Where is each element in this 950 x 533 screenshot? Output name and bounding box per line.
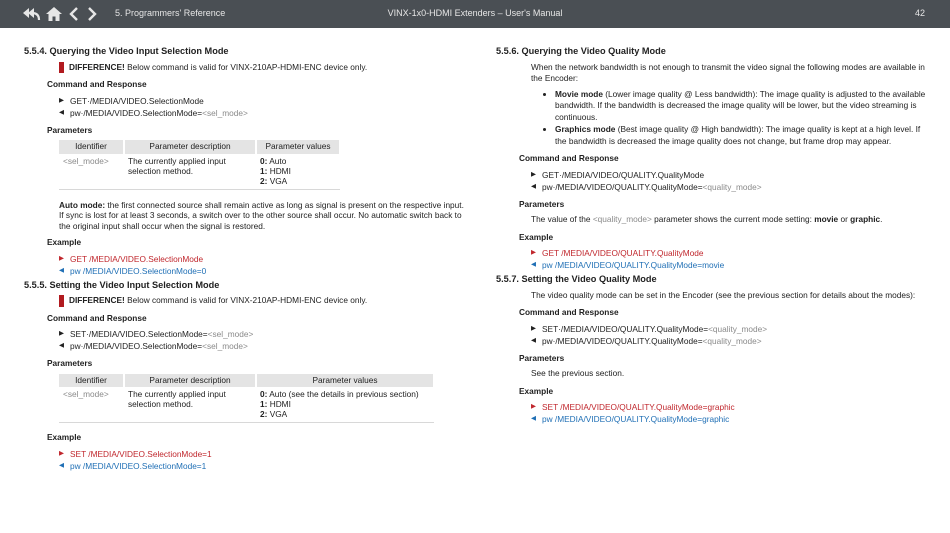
arrow-right-icon: ▶ — [531, 249, 536, 257]
table-row — [59, 387, 434, 423]
mode-list — [531, 89, 928, 148]
arrow-left-icon: ◀ — [531, 336, 536, 344]
identifier-cell: <sel_mode> — [59, 154, 124, 190]
response-line: ◀ pw·/MEDIA/VIDEO.SelectionMode= <sel_mode> — [59, 341, 248, 351]
command-line: ▶ SET·/MEDIA/VIDEO/QUALITY.QualityMode= <quality_mode> — [531, 323, 768, 334]
identifier-cell: <sel_mode> — [59, 387, 124, 423]
example-command: ▶ GET /MEDIA/VIDEO.SelectionMode — [59, 253, 204, 264]
arrow-left-icon: ◀ — [531, 182, 536, 190]
parameters-text: See the previous section. — [531, 368, 625, 379]
description-cell: The currently applied input selection method. — [124, 154, 256, 190]
difference-text: Below command is valid for VINX-210AP-HDMI-ENC device only. — [124, 61, 368, 72]
arrow-right-icon: ▶ — [59, 96, 64, 104]
response-line — [59, 107, 464, 119]
arrow-left-icon: ◀ — [531, 415, 536, 423]
parameters-table — [59, 140, 341, 190]
response-text: pw·/MEDIA/VIDEO.SelectionMode= — [70, 107, 203, 118]
table-header: Parameter description — [124, 140, 256, 154]
command-line — [59, 95, 464, 107]
list-item: • Movie mode (Lower image quality @ Less bandwidth): The image quality is adjusted to the available bandwidth. If the bandwidth is decreased the image quality will be lower, but the video streaming is continuous. — [555, 89, 928, 124]
example-command: ▶ SET /MEDIA/VIDEO.SelectionMode=1 — [59, 448, 212, 459]
arrow-left-icon: ◀ — [59, 461, 64, 469]
parameters-table — [59, 374, 435, 424]
values-cell: 0: Auto (see the details in previous section) 1: HDMI 2: VGA — [256, 387, 434, 423]
arrow-right-icon: ▶ — [59, 330, 64, 337]
difference-note — [59, 62, 464, 74]
example-label: Example — [47, 237, 82, 247]
arrow-left-icon: ◀ — [59, 108, 64, 116]
response-line: ◀ pw·/MEDIA/VIDEO/QUALITY.QualityMode= <quality_mode> — [531, 335, 762, 346]
arrow-left-icon: ◀ — [531, 261, 536, 269]
left-column — [24, 46, 464, 472]
command-response-label: Command and Response — [519, 153, 619, 164]
intro-paragraph: The video quality mode can be set in the Encoder (see the previous section for details about the modes): — [531, 289, 916, 300]
section-heading-5-5-6: 5.5.6. Querying the Video Quality Mode — [496, 46, 666, 56]
section-heading-5-5-5: 5.5.5. Setting the Video Input Selection Mode — [24, 279, 220, 290]
table-header: Parameter values — [256, 140, 340, 154]
right-column — [496, 46, 928, 425]
example-command: ▶ GET /MEDIA/VIDEO/QUALITY.QualityMode — [531, 248, 704, 259]
difference-text: Below command is valid for VINX-210AP-HDMI-ENC device only. — [124, 295, 368, 305]
command-response-label: Command and Response — [47, 79, 147, 89]
document-title: VINX-1x0-HDMI Extenders – User's Manual — [387, 8, 563, 18]
difference-label: DIFFERENCE! — [69, 295, 125, 305]
arrow-right-icon: ▶ — [531, 403, 536, 411]
table-header: Identifier — [59, 140, 124, 154]
command-line: ▶ GET·/MEDIA/VIDEO/QUALITY.QualityMode — [531, 169, 705, 180]
example-response: ◀ pw /MEDIA/VIDEO/QUALITY.QualityMode=movie — [531, 260, 725, 271]
table-row — [59, 154, 340, 190]
difference-note — [59, 295, 464, 307]
example-label: Example — [519, 385, 554, 396]
arrow-right-icon: ▶ — [531, 324, 536, 332]
example-label: Example — [519, 231, 554, 242]
list-item: • Graphics mode (Best image quality @ High bandwidth): The image quality is kept at a high level. If the bandwidth is decreased the image quality does not change, but frame drop may appear. — [555, 124, 928, 148]
intro-paragraph: When the network bandwidth is not enough to transmit the video signal the following modes are available in the Encoder: — [531, 61, 925, 83]
example-response: ◀ pw /MEDIA/VIDEO.SelectionMode=1 — [59, 460, 207, 471]
parameters-label: Parameters — [47, 358, 93, 368]
example-label: Example — [47, 432, 82, 442]
command-response-label: Command and Response — [519, 307, 619, 318]
table-header: Parameter values — [256, 374, 434, 388]
command-text: GET·/MEDIA/VIDEO.SelectionMode — [70, 95, 204, 106]
difference-label: DIFFERENCE! — [69, 61, 125, 72]
section-heading-5-5-7: 5.5.7. Setting the Video Quality Mode — [496, 274, 657, 285]
example-command: ▶ SET /MEDIA/VIDEO/QUALITY.QualityMode=graphic — [531, 402, 735, 413]
auto-mode-note: Auto mode: the first connected source shall remain active as long as signal is present on the respective input. If sync is lost for at least 3 seconds, a switch over to the other source shall occur. No automatic switch back to the original input shall occur when the signal is restored. — [59, 199, 464, 231]
example-response: ◀ pw /MEDIA/VIDEO/QUALITY.QualityMode=graphic — [531, 414, 730, 425]
command-response-label: Command and Response — [47, 312, 147, 323]
table-header: Parameter description — [124, 374, 256, 388]
table-header: Identifier — [59, 374, 124, 388]
parameters-text: The value of the <quality_mode> parameter shows the current mode setting: movie or graphic. — [531, 214, 883, 225]
arrow-left-icon: ◀ — [59, 342, 64, 349]
command-line: ▶ SET·/MEDIA/VIDEO.SelectionMode= <sel_mode> — [59, 329, 254, 339]
parameters-label: Parameters — [519, 198, 565, 209]
description-cell: The currently applied input selection method. — [124, 387, 256, 423]
placeholder-text: <sel_mode> — [202, 107, 248, 118]
page-number: 42 — [914, 8, 925, 18]
arrow-right-icon: ▶ — [531, 170, 536, 178]
example-response: ◀ pw /MEDIA/VIDEO.SelectionMode=0 — [59, 265, 207, 276]
arrow-right-icon: ▶ — [59, 254, 64, 262]
section-title: 5. Programmers' Reference — [115, 8, 226, 18]
arrow-left-icon: ◀ — [59, 266, 64, 274]
parameters-label: Parameters — [47, 124, 93, 135]
arrow-right-icon: ▶ — [59, 449, 64, 457]
values-cell: 0: Auto 1: HDMI 2: VGA — [256, 154, 340, 190]
response-line: ◀ pw·/MEDIA/VIDEO/QUALITY.QualityMode= <quality_mode> — [531, 181, 762, 192]
header-bar — [0, 0, 950, 28]
parameters-label: Parameters — [519, 352, 565, 363]
section-heading-5-5-4: 5.5.4. Querying the Video Input Selection Mode — [24, 46, 229, 56]
